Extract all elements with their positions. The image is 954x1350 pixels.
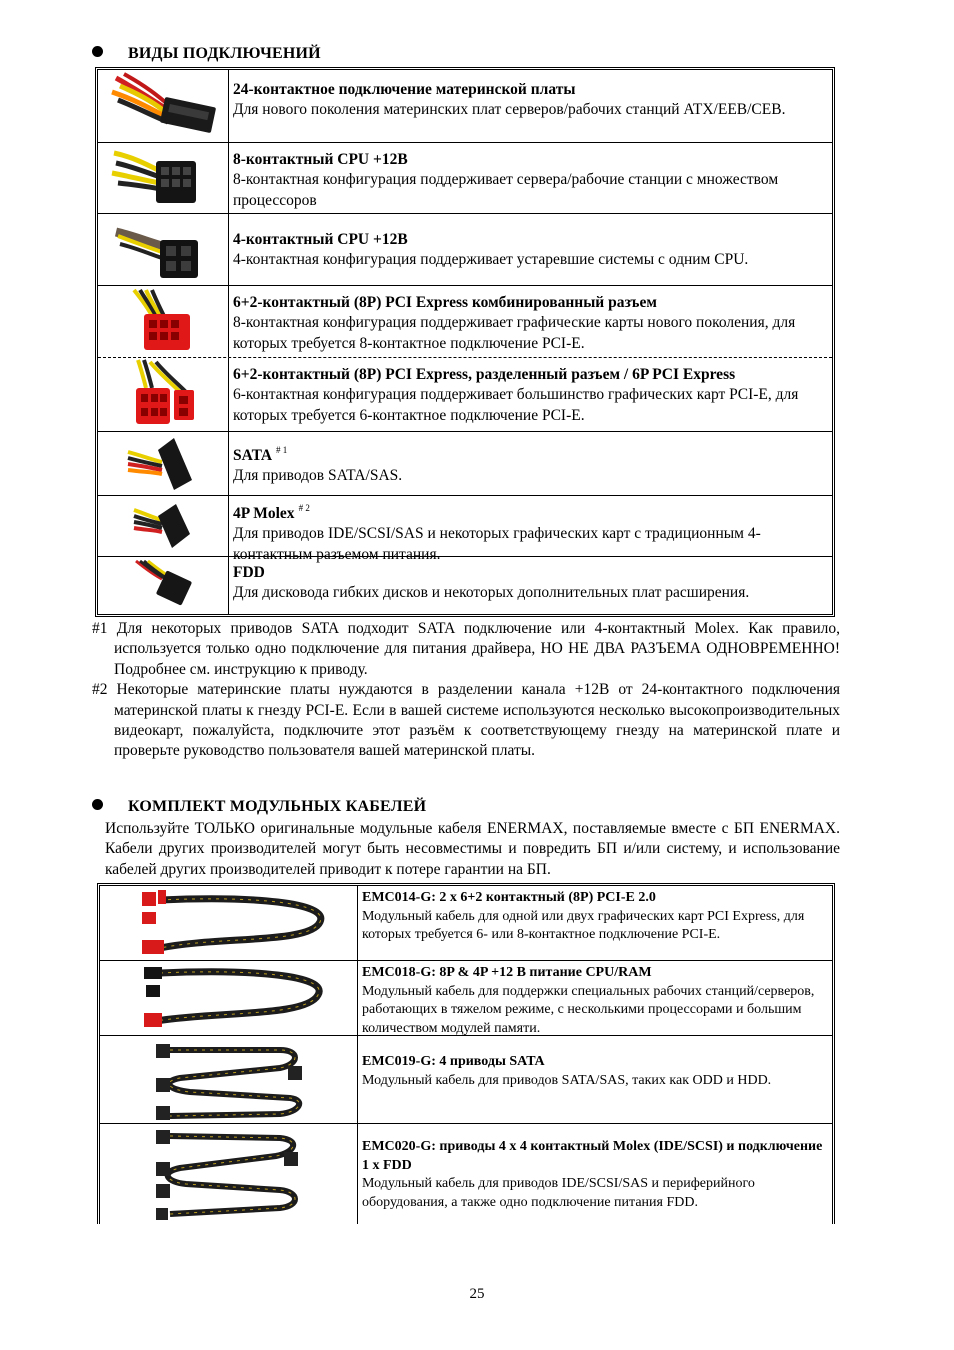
molex-connector-icon (98, 496, 228, 556)
table-row (98, 70, 832, 143)
emc019-cable-icon (100, 1036, 357, 1123)
emc018-cable-icon (100, 961, 357, 1035)
connector-text-cell (233, 230, 828, 271)
table-row (100, 1036, 832, 1124)
connector-image-cell (98, 432, 229, 495)
connector-title: 24-контактное подключение материнской платы (233, 81, 576, 98)
24-pin-connector-icon (98, 70, 228, 142)
table-row (98, 358, 832, 432)
cable-title: EMC018-G: 8P & 4P +12 В питание CPU/RAM (362, 965, 652, 980)
connector-title: 4-контактный CPU +12В (233, 231, 408, 248)
connector-types-table (95, 67, 835, 617)
modular-cables-table (97, 883, 835, 1224)
connector-description: 8-контактная конфигурация поддерживает графические карты нового поколения, для которых требуется 8-контактное подключение PCI-E. (233, 314, 796, 352)
section-heading-text: ВИДЫ ПОДКЛЮЧЕНИЙ (128, 45, 321, 62)
cable-text-cell (362, 1138, 826, 1212)
table-row (98, 432, 832, 496)
bullet-icon (92, 799, 103, 810)
connector-title: 8-контактный CPU +12В (233, 151, 408, 168)
footnote: #1 Для некоторых приводов SATA подходит SATA подключение или 4-контактный Molex. Как правило, используется только одно подключение для питания драйвера, НО НЕ ДВА РАЗЪЕМА ОДНОВРЕМЕННО! Подробнее см. инструкцию к приводу. (92, 620, 840, 678)
connector-text-cell (233, 365, 828, 426)
cable-image-cell (100, 886, 358, 960)
emc014-cable-icon (100, 886, 357, 960)
table-row (100, 1124, 832, 1224)
connector-image-cell (98, 557, 229, 614)
connector-title: 6+2-контактный (8P) PCI Express, разделенный разъем / 6P PCI Express (233, 366, 736, 383)
connector-description: Для нового поколения материнских плат серверов/рабочих станций ATX/EEB/CEB. (233, 101, 786, 119)
connector-text-cell (233, 440, 828, 487)
emc020-cable-icon (100, 1124, 357, 1223)
section-heading-text: КОМПЛЕКТ МОДУЛЬНЫХ КАБЕЛЕЙ (128, 798, 427, 815)
connector-title-row (233, 498, 828, 524)
cable-description: Модульный кабель для поддержки специальных рабочих станций/серверов, работающих в тяжелом режиме, с несколькими процессорами и большим количеством модулей памяти. (362, 983, 815, 1036)
connector-title: 6+2-контактный (8P) PCI Express комбинированный разъем (233, 294, 657, 311)
table-row (98, 496, 832, 563)
connector-text-cell (233, 80, 828, 121)
4-pin-cpu-connector-icon (98, 214, 228, 285)
connector-title: 4P Molex (233, 505, 295, 522)
footnote-marker: # 1 (276, 445, 288, 455)
sata-connector-icon (98, 432, 228, 495)
cable-image-cell (100, 1124, 358, 1224)
bullet-icon (92, 46, 103, 57)
connector-description: 6-контактная конфигурация поддерживает большинство графических карт PCI-E, для которых требуется 6-контактное подключение PCI-E. (233, 386, 799, 424)
fdd-connector-icon (98, 557, 228, 613)
cable-title: EMC014-G: 2 x 6+2 контактный (8P) PCI-E 2.0 (362, 890, 656, 905)
cable-text-cell (362, 889, 826, 945)
connector-text-cell (233, 293, 828, 354)
table-row (98, 557, 832, 614)
connector-description: Для приводов SATA/SAS. (233, 467, 403, 485)
table-row (98, 286, 832, 358)
cable-description: Модульный кабель для одной или двух графических карт PCI Express, для которых требуется 6- или 8-контактное подключение PCI-E. (362, 908, 805, 942)
connector-title: SATA (233, 447, 273, 464)
table-row (100, 886, 832, 961)
pcie-6plus2-combined-icon (98, 286, 228, 357)
connector-description: 4-контактная конфигурация поддерживает устаревшие системы с одним CPU. (233, 251, 749, 269)
connector-description: Для дисковода гибких дисков и некоторых дополнительных плат расширения. (233, 584, 750, 602)
connector-text-cell (233, 498, 828, 565)
table-row (98, 143, 832, 214)
footnote: #2 Некоторые материнские платы нуждаются в разделении канала +12В от 24-контактного подключения материнской платы к гнезду PCI-E. Если в вашей системе используются несколько высокопроизводительных видеокарт, пожалуйста, подключите этот разъём к соответствующему гнезду на материнской плате и проверьте руководство пользователя вашей материнской платы. (92, 681, 840, 760)
connector-description: 8-контактная конфигурация поддерживает сервера/рабочие станции с множеством процессоров (233, 171, 779, 209)
cable-title: EMC019-G: 4 приводы SATA (362, 1054, 545, 1069)
connector-image-cell (98, 496, 229, 556)
modular-cables-intro: Используйте ТОЛЬКО оригинальные модульные кабеля ENERMAX, поставляемые вместе с БП ENERMAX. Кабели других производителей могут быть несовместимы и повредить БП и/или систему, и использование кабелей других производителей приводит к потере гарантии на БП. (105, 820, 840, 878)
connector-image-cell (98, 214, 229, 285)
section-heading-connection-types (92, 45, 321, 63)
pcie-6plus2-split-icon (98, 358, 228, 431)
cable-image-cell (100, 961, 358, 1035)
connector-image-cell (98, 358, 229, 431)
connector-text-cell (233, 563, 828, 604)
section-heading-modular-cables (92, 798, 426, 816)
connector-title-row (233, 440, 828, 466)
table-row (100, 961, 832, 1036)
connector-text-cell (233, 150, 828, 211)
connector-image-cell (98, 70, 229, 142)
cable-description: Модульный кабель для приводов IDE/SCSI/SAS и периферийного оборудования, а также одно подключение питания FDD. (362, 1176, 755, 1210)
cable-description: Модульный кабель для приводов SATA/SAS, таких как ODD и HDD. (362, 1072, 772, 1088)
8-pin-cpu-connector-icon (98, 143, 228, 213)
connector-title: FDD (233, 564, 265, 581)
cable-text-cell (362, 1053, 826, 1090)
connector-image-cell (98, 286, 229, 357)
table-row (98, 214, 832, 286)
cable-image-cell (100, 1036, 358, 1123)
connector-description: Для приводов IDE/SCSI/SAS и некоторых графических карт с традиционным 4-контактным разъемом питания. (233, 525, 761, 563)
cable-title: EMC020-G: приводы 4 x 4 контактный Molex (IDE/SCSI) и подключение 1 x FDD (362, 1139, 823, 1173)
connector-image-cell (98, 143, 229, 213)
cable-text-cell (362, 964, 826, 1038)
footnote-marker: # 2 (298, 503, 310, 513)
footnotes (92, 619, 840, 762)
page-number: 25 (469, 1286, 485, 1302)
